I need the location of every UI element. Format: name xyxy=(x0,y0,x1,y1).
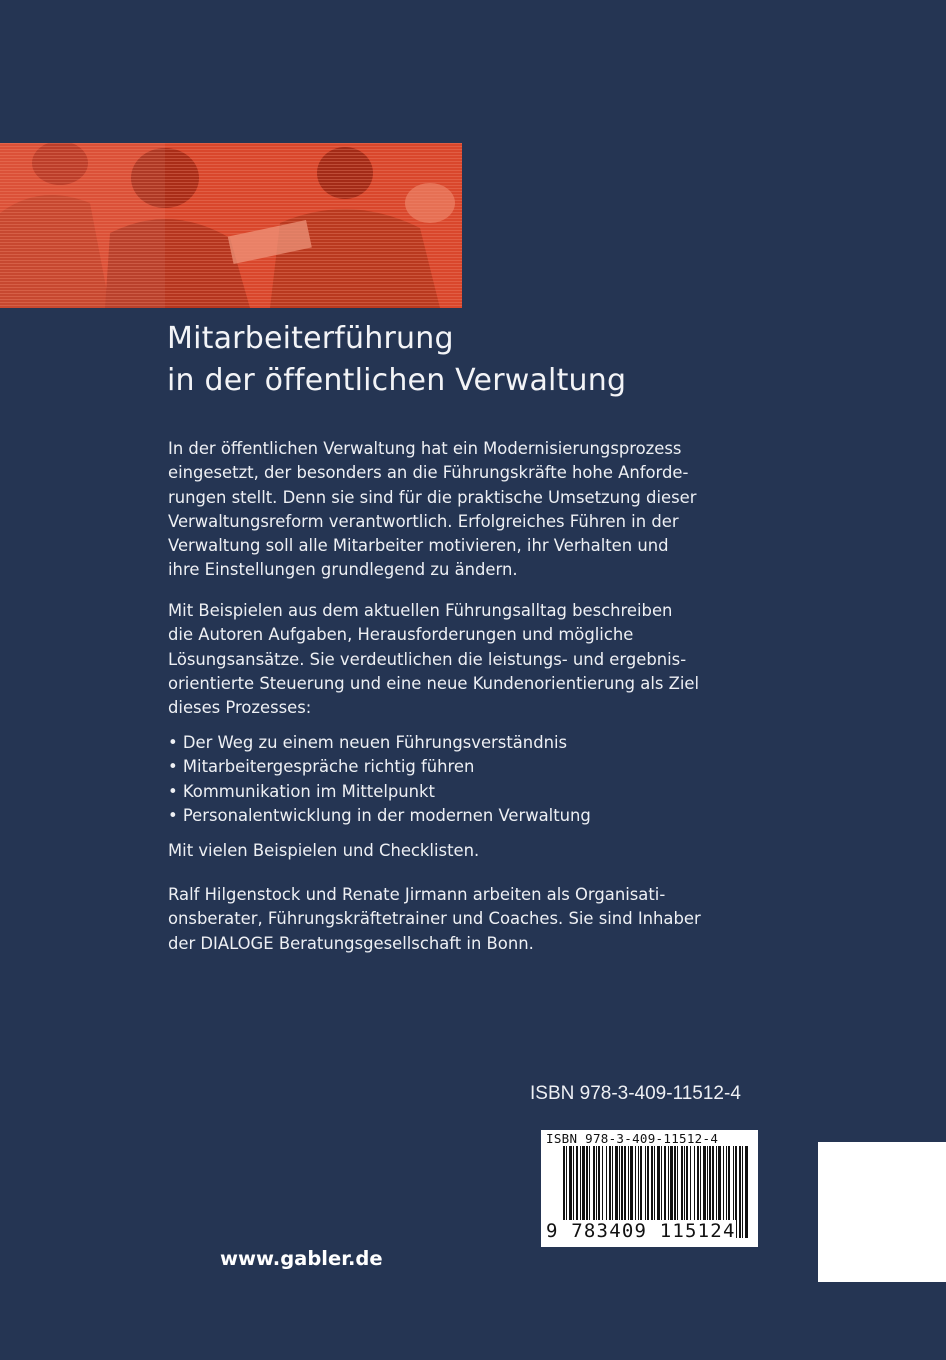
description-paragraph-2 xyxy=(168,599,742,720)
text-line: die Autoren Aufgaben, Herausforderungen und mögliche xyxy=(168,625,634,645)
text-line: rungen stellt. Denn sie sind für die praktische Umsetzung dieser xyxy=(168,487,697,507)
isbn-label: ISBN 978-3-409-11512-4 xyxy=(530,1083,741,1104)
topic-list xyxy=(168,731,591,828)
barcode-digits: 9 783409 115124 xyxy=(546,1220,736,1242)
text-line: Verwaltung soll alle Mitarbeiter motivieren, ihr Verhalten und xyxy=(168,536,669,556)
author-paragraph xyxy=(168,883,742,956)
text-line: dieses Prozesses: xyxy=(168,698,312,718)
list-item: • Mitarbeitergespräche richtig führen xyxy=(168,757,475,777)
description-paragraph-3: Mit vielen Beispielen und Checklisten. xyxy=(168,841,480,860)
barcode-bar xyxy=(745,1146,748,1238)
text-line: eingesetzt, der besonders an die Führungskräfte hohe Anforde- xyxy=(168,463,689,483)
text-line: der DIALOGE Beratungsgesellschaft in Bonn. xyxy=(168,933,534,953)
title-line-1: Mitarbeiterführung xyxy=(167,321,454,356)
barcode xyxy=(541,1130,758,1247)
book-title xyxy=(167,318,626,402)
photo-panel-left xyxy=(0,143,165,308)
list-item: • Personalentwicklung in der modernen Verwaltung xyxy=(168,805,591,825)
text-line: Ralf Hilgenstock und Renate Jirmann arbeiten als Organisati- xyxy=(168,885,666,904)
publisher-url: www.gabler.de xyxy=(220,1247,383,1270)
description-paragraph-1 xyxy=(168,437,742,583)
price-label-area xyxy=(818,1142,946,1282)
text-line: Mit Beispielen aus dem aktuellen Führungsalltag beschreiben xyxy=(168,601,673,620)
list-item: • Der Weg zu einem neuen Führungsverständnis xyxy=(168,733,568,752)
text-line: Lösungsansätze. Sie verdeutlichen die leistungs- und ergebnis- xyxy=(168,649,687,669)
barcode-bar xyxy=(739,1146,741,1238)
text-line: In der öffentlichen Verwaltung hat ein Modernisierungsprozess xyxy=(168,439,682,458)
text-line: ihre Einstellungen grundlegend zu ändern. xyxy=(168,560,518,580)
text-line: onsberater, Führungskräftetrainer und Coaches. Sie sind Inhaber xyxy=(168,909,701,929)
text-line: orientierte Steuerung und eine neue Kundenorientierung als Ziel xyxy=(168,673,700,693)
barcode-bar xyxy=(742,1146,743,1238)
barcode-isbn-text: ISBN 978-3-409-11512-4 xyxy=(546,1131,719,1146)
list-item: • Kommunikation im Mittelpunkt xyxy=(168,781,435,801)
title-line-2: in der öffentlichen Verwaltung xyxy=(167,363,627,398)
text-line: Verwaltungsreform verantwortlich. Erfolgreiches Führen in der xyxy=(168,511,679,531)
